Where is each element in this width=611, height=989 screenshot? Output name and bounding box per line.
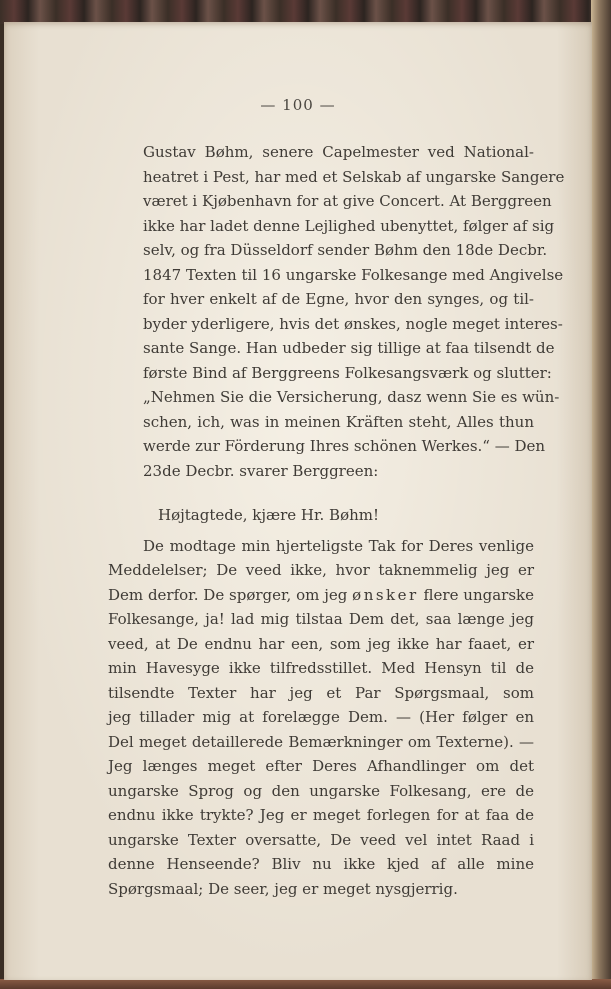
body-text <box>108 140 565 901</box>
salutation-line: Højtagtede, kjære Hr. Bøhm! <box>158 506 380 524</box>
text-line: første Bind af Berggreens Folkesangsværk og slutter: <box>143 363 552 382</box>
text-line: heatret i Pest, har med et Selskab af ungarske Sangere <box>143 167 565 186</box>
text-line: ungarske Sprog og den ungarske Folkesang, ere de <box>108 781 534 800</box>
text-line: schen, ich, was in meinen Kräften steht, Alles thun <box>143 412 534 431</box>
text-line: De modtage min hjerteligste Tak for Deres venlige <box>143 536 534 555</box>
text-line-with-emphasis <box>108 583 534 608</box>
text-line: byder yderligere, hvis det ønskes, nogle meget interes- <box>143 314 563 333</box>
text-fragment: Dem derfor. De spørger, om jeg <box>108 585 353 604</box>
text-line: min Havesyge ikke tilfredsstillet. Med Hensyn til de <box>108 659 534 677</box>
text-fragment: flere ungarske <box>418 585 534 604</box>
text-line: for hver enkelt af de Egne, hvor den synges, og til- <box>143 290 534 308</box>
text-line: werde zur Förderung Ihres schönen Werkes.“ — Den <box>143 437 546 455</box>
text-line: Spørgsmaal; De seer, jeg er meget nysgjerrig. <box>108 879 458 898</box>
book-cover-edge <box>0 979 611 989</box>
emphasized-word: ønsker <box>352 585 419 604</box>
text-line: selv, og fra Düsseldorf sender Bøhm den 18de Decbr. <box>143 241 548 259</box>
text-line: 23de Decbr. svarer Berggreen: <box>143 461 379 480</box>
letter-salutation <box>158 503 534 528</box>
text-line: Del meget detaillerede Bemærkninger om Texterne). — <box>108 732 534 751</box>
text-line: 1847 Texten til 16 ungarske Folkesange med Angivelse <box>143 265 564 284</box>
text-line: ungarske Texter oversatte, De veed vel intet Raad i <box>108 830 534 849</box>
text-line: tilsendte Texter har jeg et Par Spørgsmaal, som <box>108 683 534 702</box>
page-edge-right <box>591 0 611 989</box>
text-line: Folkesange, ja! lad mig tilstaa Dem det, saa længe jeg <box>108 610 534 628</box>
text-line: sante Sange. Han udbeder sig tillige at faa tilsendt de <box>143 339 555 357</box>
text-line: Jeg længes meget efter Deres Afhandlinger om det <box>108 757 534 775</box>
text-line: jeg tillader mig at forelægge Dem. — (Her følger en <box>108 708 534 726</box>
text-line: Meddelelser; De veed ikke, hvor taknemmelig jeg er <box>108 561 534 579</box>
page-sheet <box>4 22 592 980</box>
intro-paragraph <box>108 140 565 483</box>
page-number: — 100 — <box>260 96 336 114</box>
text-line: „Nehmen Sie die Versicherung, dasz wenn Sie es wün- <box>143 388 560 406</box>
text-line: denne Henseende? Bliv nu ikke kjed af alle mine <box>108 855 534 873</box>
book-binding-edge <box>0 0 611 24</box>
text-line: Gustav Bøhm, senere Capelmester ved National- <box>143 143 534 161</box>
text-line: været i Kjøbenhavn for at give Concert. At Berggreen <box>143 192 552 210</box>
text-line: ikke har ladet denne Lejlighed ubenyttet, følger af sig <box>143 216 555 235</box>
letter-paragraph <box>108 534 534 902</box>
text-line: veed, at De endnu har een, som jeg ikke har faaet, er <box>108 634 534 653</box>
text-line: endnu ikke trykte? Jeg er meget forlegen for at faa de <box>108 806 534 824</box>
